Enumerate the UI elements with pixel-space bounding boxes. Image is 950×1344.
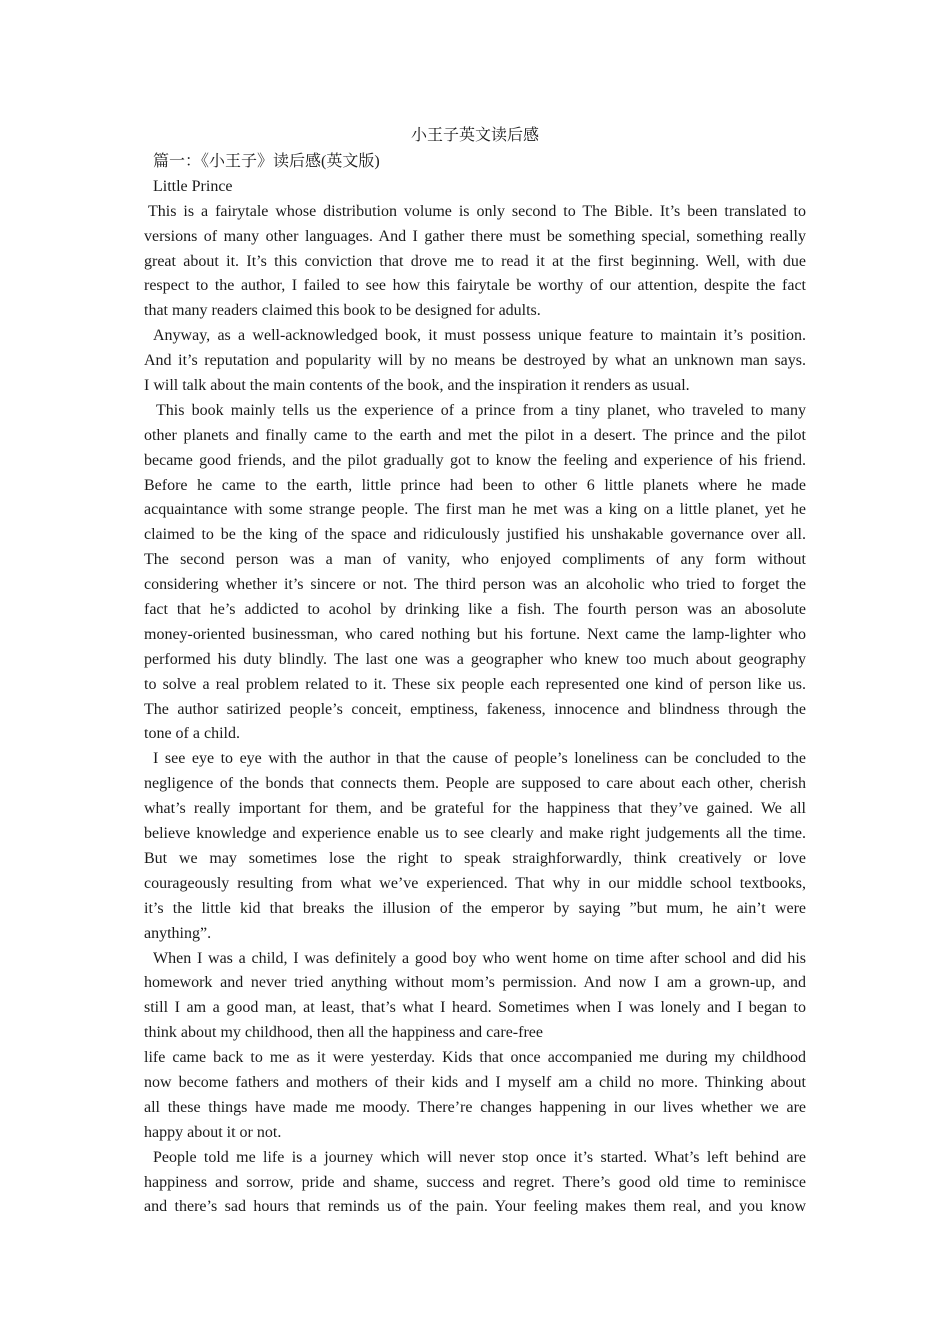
paragraph-line: homework and never tried anything without mom’s permission. And now I am a grown-up, and bbox=[144, 974, 806, 992]
paragraph-line: Before he came to the earth, little prince had been to other 6 little planets where he made bbox=[144, 476, 806, 494]
paragraph-line: performed his duty blindly. The last one was a geographer who knew too much about geography bbox=[144, 650, 806, 668]
paragraph-line: still I am a good man, at least, that’s what I heard. Sometimes when I was lonely and I began to bbox=[144, 999, 806, 1017]
section-heading: 篇一：《小王子》读后感(英文版) bbox=[153, 153, 380, 170]
paragraph-line: other planets and finally came to the earth and met the pilot in a desert. The prince and the pilot bbox=[144, 426, 806, 444]
paragraph-line: And it’s reputation and popularity will by no means be destroyed by what an unknown man says. bbox=[144, 352, 806, 370]
paragraph-line: think about my childhood, then all the happiness and care-free bbox=[144, 1024, 543, 1042]
paragraph-line: happy about it or not. bbox=[144, 1123, 282, 1141]
paragraph-line: all these things have made me moody. There’re changes happening in our lives whether we are bbox=[144, 1098, 806, 1116]
paragraph-line: When I was a child, I was definitely a good boy who went home on time after school and did his bbox=[153, 949, 806, 967]
paragraph-line: The author satirized people’s conceit, emptiness, fakeness, innocence and blindness through the bbox=[144, 700, 806, 718]
paragraph-line: fact that he’s addicted to acohol by drinking like a fish. The fourth person was an abosolute bbox=[144, 601, 806, 619]
paragraph-line: life came back to me as it were yesterday. Kids that once accompanied me during my childhood bbox=[144, 1049, 806, 1067]
paragraph-line: This book mainly tells us the experience of a prince from a tiny planet, who traveled to many bbox=[156, 401, 806, 419]
paragraph-line: money-oriented businessman, who cared nothing but his fortune. Next came the lamp-lighter who bbox=[144, 625, 806, 643]
paragraph-line: courageously resulting from what we’ve experienced. That why in our middle school textbooks, bbox=[144, 874, 806, 892]
paragraph-line: tone of a child. bbox=[144, 725, 240, 743]
paragraph-line: and there’s sad hours that reminds us of the pain. Your feeling makes them real, and you know bbox=[144, 1198, 806, 1216]
paragraph-line: now become fathers and mothers of their kids and I myself am a child no more. Thinking about bbox=[144, 1073, 806, 1091]
paragraph-line: Anyway, as a well-acknowledged book, it must possess unique feature to maintain it’s position. bbox=[153, 327, 806, 345]
paragraph-line: to solve a real problem related to it. These six people each represented one kind of person like us. bbox=[144, 675, 806, 693]
paragraph-line: claimed to be the king of the space and ridiculously justified his unshakable governance over all. bbox=[144, 526, 806, 544]
paragraph-line: believe knowledge and experience enable us to see clearly and make right judgements all the time. bbox=[144, 825, 806, 843]
paragraph-line: considering whether it’s sincere or not. The third person was an alcoholic who tried to forget the bbox=[144, 576, 806, 594]
paragraph-line: negligence of the bonds that connects them. People are supposed to care about each other, cherish bbox=[144, 775, 806, 793]
paragraph bbox=[144, 399, 806, 747]
paragraph-line: This is a fairytale whose distribution volume is only second to The Bible. It’s been translated to bbox=[148, 202, 806, 220]
paragraph-line: But we may sometimes lose the right to speak straighforwardly, think creatively or love bbox=[144, 849, 806, 867]
paragraph-line: anything”. bbox=[144, 924, 212, 942]
paragraph-line: that many readers claimed this book to be designed for adults. bbox=[144, 302, 541, 320]
paragraph bbox=[144, 1146, 806, 1221]
paragraph bbox=[144, 200, 806, 324]
document-body bbox=[144, 150, 806, 1220]
paragraph-line: acquaintance with some strange people. The first man he met was a king on a little planet, yet he bbox=[144, 501, 806, 519]
paragraph-line: great about it. It’s this conviction that drove me to read it at the first beginning. Well, with due bbox=[144, 252, 806, 270]
paragraph-line: what’s really important for them, and be grateful for the happiness that they’ve gained. We all bbox=[144, 800, 806, 818]
paragraph-line: became good friends, and the pilot gradually got to know the feeling and experience of his friend. bbox=[144, 451, 806, 469]
paragraph-line: respect to the author, I failed to see how this fairytale be worthy of our attention, despite the fact bbox=[144, 277, 806, 295]
paragraph bbox=[144, 324, 806, 399]
paragraph-line: I see eye to eye with the author in that the cause of people’s loneliness can be concluded to the bbox=[153, 750, 806, 768]
paragraph bbox=[144, 1046, 806, 1146]
paragraph-line: versions of many other languages. And I gather there must be something special, something really bbox=[144, 227, 806, 245]
paragraph-line: The second person was a man of vanity, who enjoyed compliments of any form without bbox=[144, 551, 806, 569]
paragraph-line: it’s the little kid that breaks the illusion of the emperor by saying ”but mum, he ain’t were bbox=[144, 899, 806, 917]
book-title: Little Prince bbox=[153, 177, 233, 195]
paragraph-line: happiness and sorrow, pride and shame, success and regret. There’s good old time to reminisce bbox=[144, 1173, 806, 1191]
paragraph bbox=[144, 947, 806, 1047]
paragraph-line: I will talk about the main contents of the book, and the inspiration it renders as usual. bbox=[144, 377, 690, 395]
document-title: 小王子英文读后感 bbox=[410, 127, 539, 144]
paragraph bbox=[144, 747, 806, 946]
paragraph-line: People told me life is a journey which will never stop once it’s started. What’s left behind are bbox=[153, 1148, 806, 1166]
